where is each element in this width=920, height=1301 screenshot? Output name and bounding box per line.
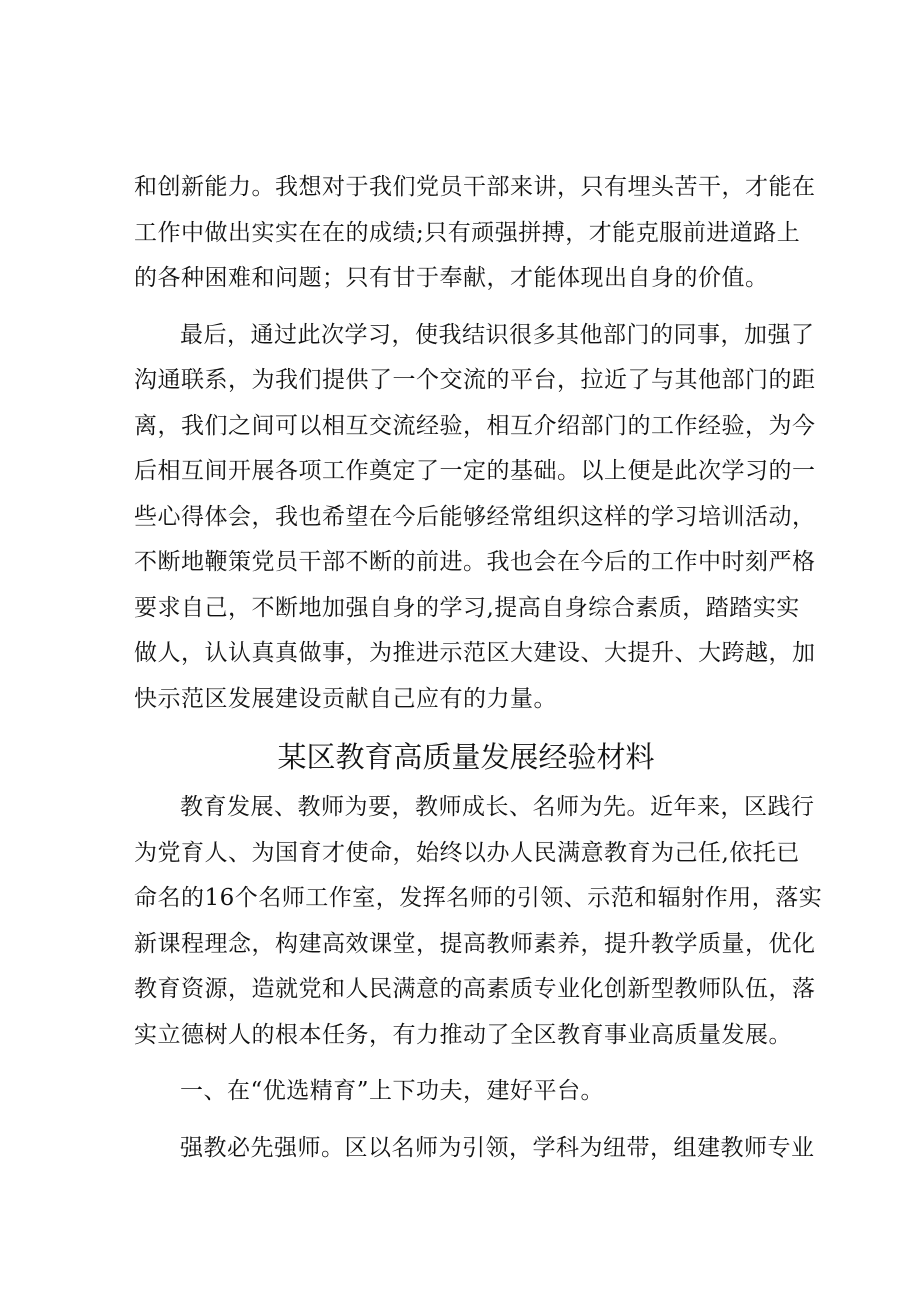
paragraph-1 bbox=[134, 165, 816, 302]
heading-1 bbox=[134, 1069, 798, 1115]
text-line: 和创新能力。我想对于我们党员干部来讲，只有埋头苦干，才能在 bbox=[134, 174, 816, 200]
text-line: 教育发展、教师为要，教师成长、名师为先。近年来，区践行 bbox=[180, 794, 815, 820]
text-line: 实立德树人的根本任务，有力推动了全区教育事业高质量发展。 bbox=[134, 1021, 792, 1048]
text-line: 教育资源，造就党和人民满意的高素质专业化创新型教师队伍，落 bbox=[134, 976, 816, 1002]
text-line: 强教必先强师。区以名师为引领，学科为纽带，组建教师专业 bbox=[180, 1134, 815, 1161]
text-line: 最后，通过此次学习，使我结识很多其他部门的同事，加强了 bbox=[180, 321, 815, 348]
text-line: 离，我们之间可以相互交流经验，相互介绍部门的工作经验，为今 bbox=[134, 412, 816, 439]
document-body bbox=[134, 165, 823, 1182]
text-line: 工作中做出实实在在的成绩;只有顽强拼搏，才能克服前进道路上 bbox=[134, 219, 801, 246]
paragraph-3 bbox=[134, 785, 823, 1058]
section-title: 某区教育高质量发展经验材料 bbox=[277, 740, 655, 774]
text-line: 些心得体会，我也希望在今后能够经常组织这样的学习培训活动， bbox=[134, 503, 816, 530]
text-line: 后相互间开展各项工作奠定了一定的基础。以上便是此次学习的一 bbox=[134, 458, 816, 484]
text-line: 沟通联系，为我们提供了一个交流的平台，拉近了与其他部门的距 bbox=[134, 367, 816, 393]
text-line: 的各种困难和问题；只有甘于奉献，才能体现出自身的价值。 bbox=[134, 265, 769, 291]
text-line: 新课程理念，构建高效课堂，提高教师素养，提升教学质量，优化 bbox=[134, 930, 816, 957]
text-line: 要求自己，不断地加强自身的学习,提高自身综合素质，踏踏实实 bbox=[134, 594, 800, 621]
text-line: 不断地鞭策党员干部不断的前进。我也会在今后的工作中时刻严格 bbox=[134, 549, 816, 575]
text-line: 做人，认认真真做事，为推进示范区大建设、大提升、大跨越，加 bbox=[134, 640, 816, 666]
paragraph-2 bbox=[134, 313, 816, 723]
text-line: 命名的16个名师工作室，发挥名师的引领、示范和辐射作用，落实 bbox=[134, 885, 823, 911]
text-line: 快示范区发展建设贡献自己应有的力量。 bbox=[134, 685, 557, 712]
subheading-text: 一、在“优选精育”上下功夫，建好平台。 bbox=[180, 1078, 605, 1104]
paragraph-4 bbox=[134, 1126, 815, 1172]
text-line: 为党育人、为国育才使命，始终以办人民满意教育为己任,依托已 bbox=[134, 839, 800, 866]
